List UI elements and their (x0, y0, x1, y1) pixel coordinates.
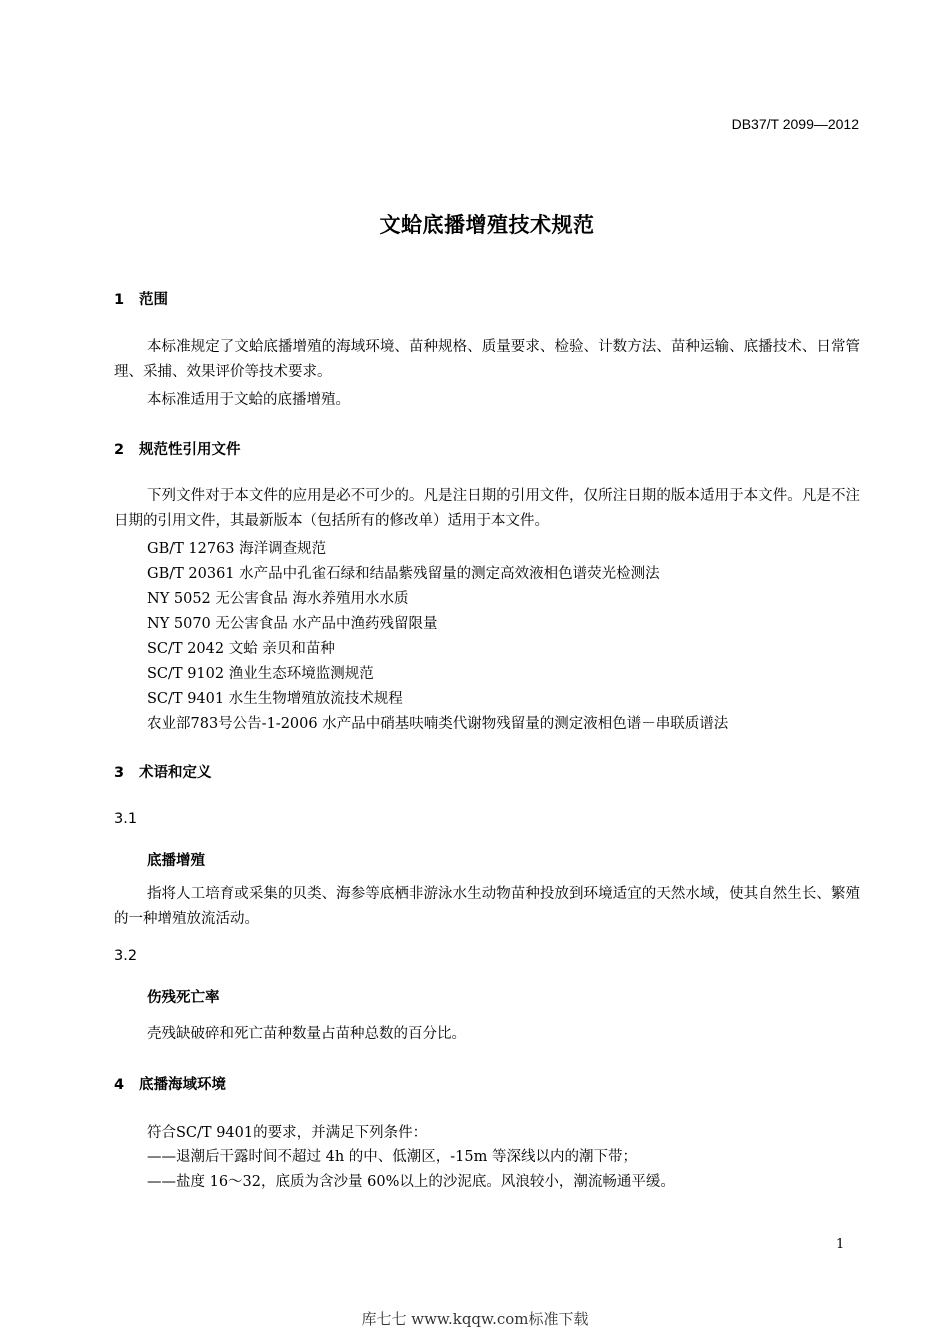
condition-item: ——退潮后干露时间不超过 4h 的中、低潮区，-15m 等深线以内的潮下带； (147, 1149, 637, 1165)
section-title: 底播海域环境 (139, 1077, 226, 1093)
condition-item: ——盐度 16～32，底质为含沙量 60%以上的沙泥底。风浪较小，潮流畅通平缓。 (147, 1174, 675, 1190)
section-title: 规范性引用文件 (139, 442, 241, 458)
section-number: 3 (114, 765, 125, 781)
term-name: 底播增殖 (147, 853, 205, 869)
reference-item: NY 5070 无公害食品 水产品中渔药残留限量 (147, 616, 438, 632)
reference-item: NY 5052 无公害食品 海水养殖用水水质 (147, 591, 409, 607)
reference-item: SC/T 9102 渔业生态环境监测规范 (147, 666, 374, 682)
section-title: 术语和定义 (139, 765, 212, 781)
reference-item: SC/T 9401 水生生物增殖放流技术规程 (147, 691, 403, 707)
section-1-heading (114, 288, 168, 309)
section-number: 2 (114, 442, 125, 458)
document-code: DB37/T 2099—2012 (731, 116, 859, 132)
section-4-paragraph-1: 符合SC/T 9401的要求，并满足下列条件： (147, 1125, 428, 1141)
term-number: 3.2 (114, 948, 138, 964)
reference-item: GB/T 12763 海洋调查规范 (147, 541, 327, 557)
section-2-heading (114, 438, 241, 459)
term-definition: 壳残缺破碎和死亡苗种数量占苗种总数的百分比。 (147, 1026, 466, 1042)
reference-item: SC/T 2042 文蛤 亲贝和苗种 (147, 641, 335, 657)
watermark-link[interactable]: 库七七 www.kqqw.com标准下载 (361, 1310, 589, 1328)
section-1-paragraph-2: 本标准适用于文蛤的底播增殖。 (147, 392, 350, 408)
document-title: 文蛤底播增殖技术规范 (379, 213, 595, 237)
term-number: 3.1 (114, 811, 138, 827)
section-1-paragraph-1: 本标准规定了文蛤底播增殖的海域环境、苗种规格、质量要求、检验、计数方法、苗种运输、底播技术、日常管理、采捕、效果评价等技术要求。 (114, 339, 860, 380)
term-definition: 指将人工培育或采集的贝类、海参等底栖非游泳水生动物苗种投放到环境适宜的天然水域，使其自然生长、繁殖的一种增殖放流活动。 (114, 886, 860, 927)
section-number: 4 (114, 1077, 125, 1093)
section-number: 1 (114, 292, 125, 308)
term-name: 伤残死亡率 (147, 990, 220, 1006)
section-4-heading (114, 1073, 226, 1094)
section-title: 范围 (139, 292, 168, 308)
section-2-paragraph-1: 下列文件对于本文件的应用是必不可少的。凡是注日期的引用文件，仅所注日期的版本适用于本文件。凡是不注日期的引用文件，其最新版本（包括所有的修改单）适用于本文件。 (114, 488, 860, 529)
reference-item: 农业部783号公告-1-2006 水产品中硝基呋喃类代谢物残留量的测定液相色谱－串联质谱法 (147, 716, 729, 732)
page-number: 1 (836, 1237, 845, 1252)
section-3-heading (114, 761, 212, 782)
reference-item: GB/T 20361 水产品中孔雀石绿和结晶紫残留量的测定高效液相色谱荧光检测法 (147, 566, 660, 582)
